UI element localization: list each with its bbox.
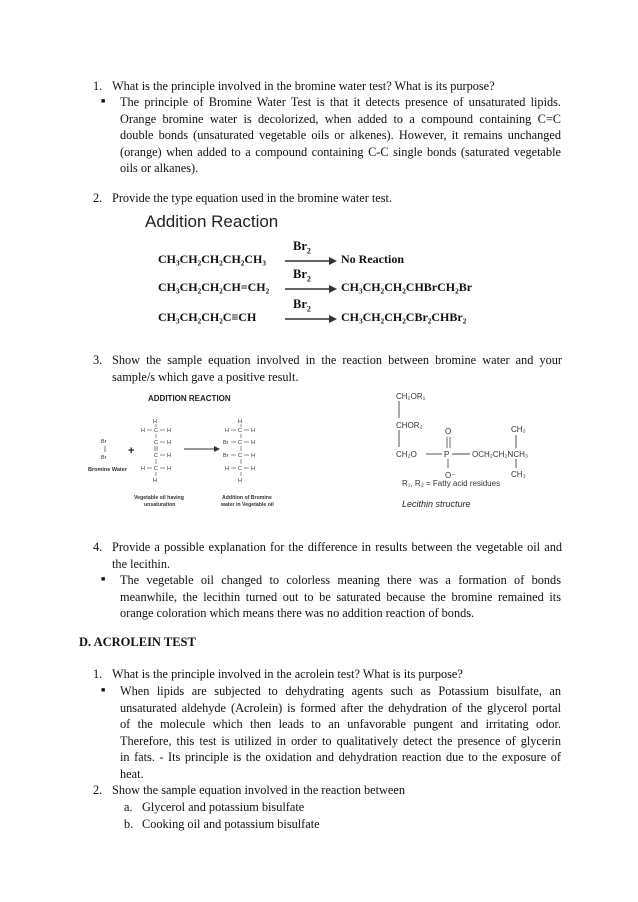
- svg-text:C: C: [238, 428, 242, 434]
- q1-answer-line: Orange bromine water is decolorized, when added to a compound containing C=C: [120, 111, 561, 126]
- oxygen-minus-label: O⁻: [445, 471, 456, 480]
- ch2o-label: CH₂O: [396, 450, 417, 459]
- lecithin-diagram: [388, 388, 588, 513]
- reactant-pentyne: CH₃CH₂CH₂C≡CH: [158, 310, 257, 324]
- reactant-pentane: CH₃CH₂CH₂CH₂CH₃: [158, 252, 266, 266]
- reagent-sub: 2: [306, 274, 311, 284]
- d2-text: Show the sample equation involved in the reaction between: [112, 783, 405, 797]
- d2-a-text: Glycerol and potassium bisulfate: [142, 800, 305, 814]
- product-dibromide: CH₃CH₂CH₂CHBrCH₂Br: [341, 280, 473, 294]
- product-tetrabromide: CH₃CH₂CH₂CBr₂CHBr₂: [341, 310, 467, 324]
- svg-text:C: C: [238, 466, 242, 472]
- d1-answer-line: in fats. - Its principle is the oxidation and dehydration reaction due to the exposure of: [120, 750, 561, 765]
- reagent-br: Br: [293, 267, 307, 281]
- svg-text:C: C: [154, 428, 158, 434]
- q1-number: 1.: [93, 79, 103, 93]
- addition-reaction-figure: [145, 212, 505, 337]
- svg-text:H: H: [225, 466, 229, 472]
- svg-text:H: H: [238, 419, 242, 425]
- reactant-pentene: CH₃CH₂CH₂CH=CH₂: [158, 280, 270, 294]
- reagent-br: Br: [293, 297, 307, 311]
- right-caption-1: Addition of Bromine: [222, 495, 272, 501]
- br-top: Br: [101, 439, 107, 445]
- arrow-icon: [285, 256, 337, 266]
- q3-number: 3.: [93, 353, 103, 367]
- q2-text: Provide the type equation used in the bromine water test.: [112, 191, 393, 205]
- d2-a-label: a.: [124, 800, 133, 814]
- svg-text:H: H: [153, 419, 157, 425]
- q3-text-line2: sample/s which gave a positive result.: [112, 370, 299, 384]
- svg-text:Br: Br: [223, 453, 229, 459]
- q1-answer-line: The principle of Bromine Water Test is that it detects presence of unsaturated lipids.: [120, 95, 561, 109]
- arrow-icon: [285, 314, 337, 324]
- methyl-bottom-label: CH₃: [511, 470, 526, 479]
- d1-number: 1.: [93, 667, 103, 681]
- d1-answer-line: Therefore, this test is utilized in order to qualitatively detect the presence of glycerin: [120, 733, 561, 748]
- bullet-icon: ■: [101, 575, 106, 583]
- br-bottom: Br: [101, 455, 107, 461]
- svg-text:H: H: [251, 440, 255, 446]
- figure-title: Addition Reaction: [145, 212, 279, 231]
- lecithin-caption: Lecithin structure: [402, 499, 471, 509]
- methyl-top-label: CH₃: [511, 425, 526, 434]
- choline-chain-label: OCH₂CH₂NCH₃: [472, 450, 529, 459]
- bromine-water-label: Bromine Water: [88, 467, 127, 473]
- d1-answer-line: of the molecule which then leads to an unfavorable pungent and irritating odor.: [120, 717, 561, 732]
- reagent-label: [293, 267, 311, 284]
- q1-text: What is the principle involved in the bromine water test? What is its purpose?: [112, 79, 495, 93]
- d2-number: 2.: [93, 783, 103, 797]
- q4-number: 4.: [93, 540, 103, 554]
- d1-answer-line: When lipids are subjected to dehydrating agents such as Potassium bisulfate, an: [120, 684, 561, 698]
- q1-answer: [120, 94, 561, 177]
- plus-sign: +: [128, 445, 135, 457]
- svg-text:H: H: [153, 478, 157, 484]
- svg-text:H: H: [251, 453, 255, 459]
- q3-text-line1: Show the sample equation involved in the reaction between bromine water and your: [112, 353, 562, 367]
- svg-text:H: H: [167, 440, 171, 446]
- svg-text:H: H: [167, 428, 171, 434]
- q4-answer-line: meanwhile, the lecithin turned out to be saturated because the bromine remained its: [120, 589, 561, 604]
- svg-text:H: H: [225, 428, 229, 434]
- product-no-reaction: No Reaction: [341, 252, 404, 266]
- svg-text:H: H: [141, 428, 145, 434]
- vegetable-oil-diagram: [88, 388, 288, 513]
- svg-text:C: C: [154, 453, 158, 459]
- svg-text:H: H: [251, 466, 255, 472]
- chor2-label: CHOR₂: [396, 421, 423, 430]
- vegetable-oil-addition-figure: [88, 388, 288, 513]
- q4-answer-line: The vegetable oil changed to colorless meaning there was a formation of bonds: [120, 573, 561, 587]
- q2-number: 2.: [93, 191, 103, 205]
- ch2or1-label: CH₂OR₁: [396, 392, 426, 401]
- svg-text:H: H: [167, 466, 171, 472]
- svg-text:H: H: [167, 453, 171, 459]
- svg-text:Br: Br: [223, 440, 229, 446]
- q1-answer-line: double bonds (unsaturated vegetable oils or alkenes). However, it remains unchanged: [120, 128, 561, 143]
- d1-text: What is the principle involved in the acrolein test? What is its purpose?: [112, 667, 463, 681]
- svg-text:C: C: [238, 440, 242, 446]
- reagent-label: [293, 297, 311, 314]
- lecithin-structure-figure: [388, 388, 588, 513]
- reagent-sub: 2: [306, 246, 311, 256]
- q4-text-line1: Provide a possible explanation for the difference in results between the vegetable oil and: [112, 540, 562, 554]
- left-caption-2: unsaturation: [144, 502, 176, 508]
- residues-label: R₁, R₂ = Fatty acid residues: [402, 479, 501, 488]
- phosphorus-label: P: [444, 450, 450, 459]
- q1-answer-line: oils or alkanes).: [120, 161, 199, 176]
- q4-answer-line: orange coloration which means there was no addition reaction of bonds.: [120, 606, 475, 621]
- d1-answer-line: heat.: [120, 766, 144, 781]
- bullet-icon: ■: [101, 686, 106, 694]
- svg-text:C: C: [238, 453, 242, 459]
- q4-text-line2: the lecithin.: [112, 557, 171, 571]
- svg-text:H: H: [238, 478, 242, 484]
- right-caption-2: water in Vegetable oil: [221, 502, 274, 508]
- arrow-icon: [285, 284, 337, 294]
- svg-text:C: C: [154, 440, 158, 446]
- reagent-br: Br: [293, 239, 307, 253]
- oxygen-top-label: O: [445, 427, 452, 436]
- reagent-sub: 2: [306, 304, 311, 314]
- d2-b-text: Cooking oil and potassium bisulfate: [142, 817, 320, 831]
- d1-answer: [120, 683, 561, 783]
- reagent-label: [293, 239, 311, 256]
- d2-b-label: b.: [124, 817, 134, 831]
- svg-text:H: H: [141, 466, 145, 472]
- section-d-title: D. ACROLEIN TEST: [79, 635, 196, 649]
- q4-answer: [120, 572, 561, 622]
- left-caption-1: Vegetable oil having: [134, 495, 184, 501]
- fig2-title: ADDITION REACTION: [148, 394, 231, 403]
- svg-text:C: C: [154, 466, 158, 472]
- bullet-icon: ■: [101, 97, 106, 105]
- q1-answer-line: (orange) when added to a compound containing C-C single bonds (saturated vegetable: [120, 144, 561, 159]
- svg-text:H: H: [251, 428, 255, 434]
- d1-answer-line: unsaturated aldehyde (Acrolein) is formed after the dehydration of the glycerol portal: [120, 700, 561, 715]
